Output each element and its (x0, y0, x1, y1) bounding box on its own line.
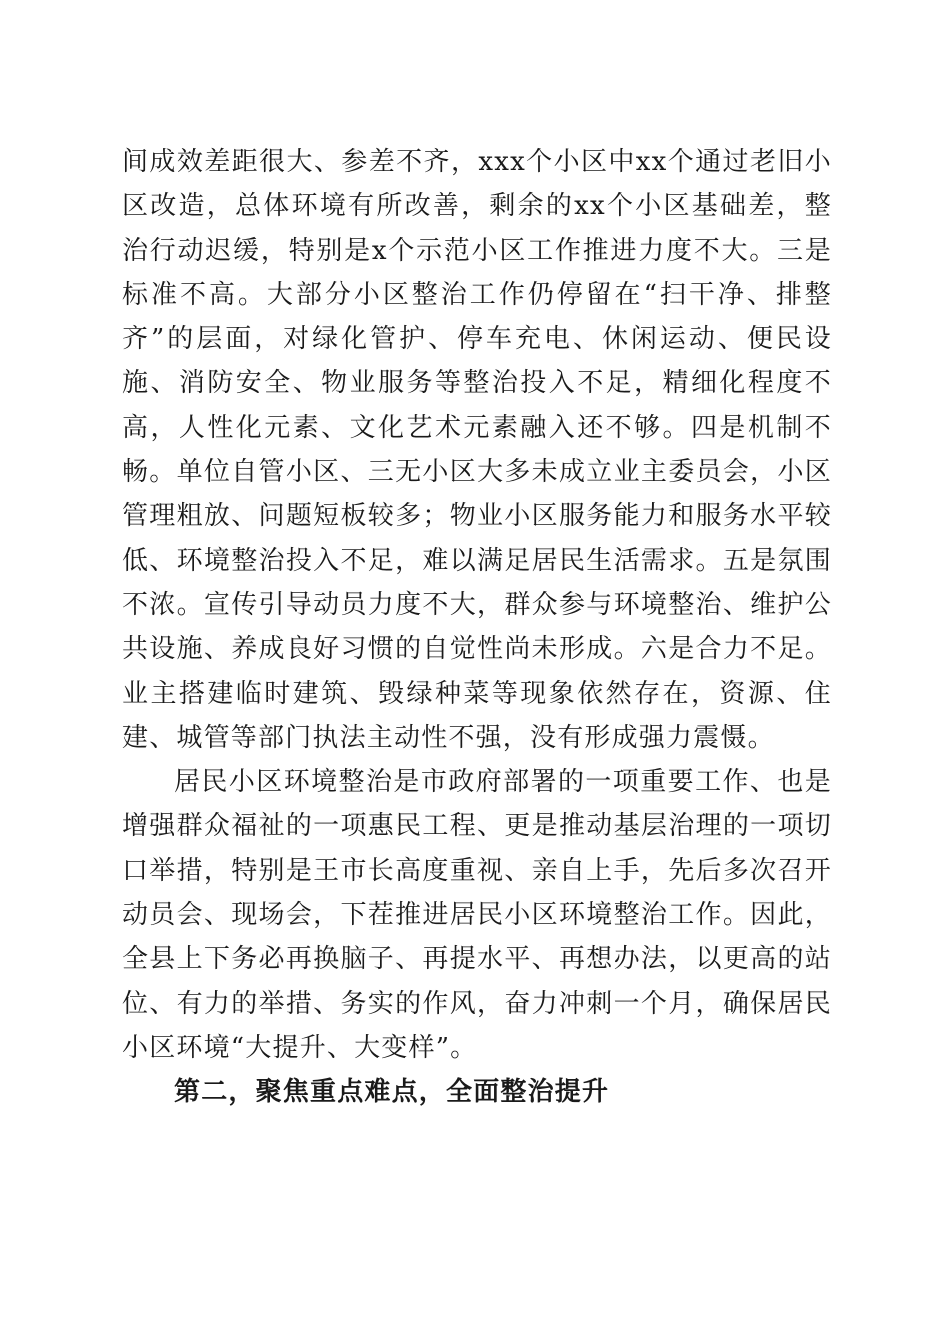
document-body (122, 140, 832, 1115)
paragraph-environment-remediation: 居民小区环境整治是市政府部署的一项重要工作、也是增强群众福祉的一项惠民工程、更是推动基层治理的一项切口举措，特别是王市长高度重视、亲自上手，先后多次召开动员会、现场会，下茬推进居民小区环境整治工作。因此，全县上下务必再换脑子、再提水平、再想办法，以更高的站位、有力的举措、务实的作风，奋力冲刺一个月，确保居民小区环境“大提升、大变样”。 (122, 767, 832, 1063)
section-heading: 第二，聚焦重点难点，全面整治提升 (174, 1077, 610, 1108)
paragraph-continued: 间成效差距很大、参差不齐，xxx个小区中xx个通过老旧小区改造，总体环境有所改善，剩余的xx个小区基础差，整治行动迟缓，特别是x个示范小区工作推进力度不大。三是标准不高。大部分小区整治工作仍停留在“扫干净、排整齐”的层面，对绿化管护、停车充电、休闲运动、便民设施、消防安全、物业服务等整治投入不足，精细化程度不高，人性化元素、文化艺术元素融入还不够。四是机制不畅。单位自管小区、三无小区大多未成立业主委员会，小区管理粗放、问题短板较多；物业小区服务能力和服务水平较低、环境整治投入不足，难以满足居民生活需求。五是氛围不浓。宣传引导动员力度不大，群众参与环境整治、维护公共设施、养成良好习惯的自觉性尚未形成。六是合力不足。业主搭建临时建筑、毁绿种菜等现象依然存在，资源、住建、城管等部门执法主动性不强，没有形成强力震慑。 (122, 147, 832, 753)
